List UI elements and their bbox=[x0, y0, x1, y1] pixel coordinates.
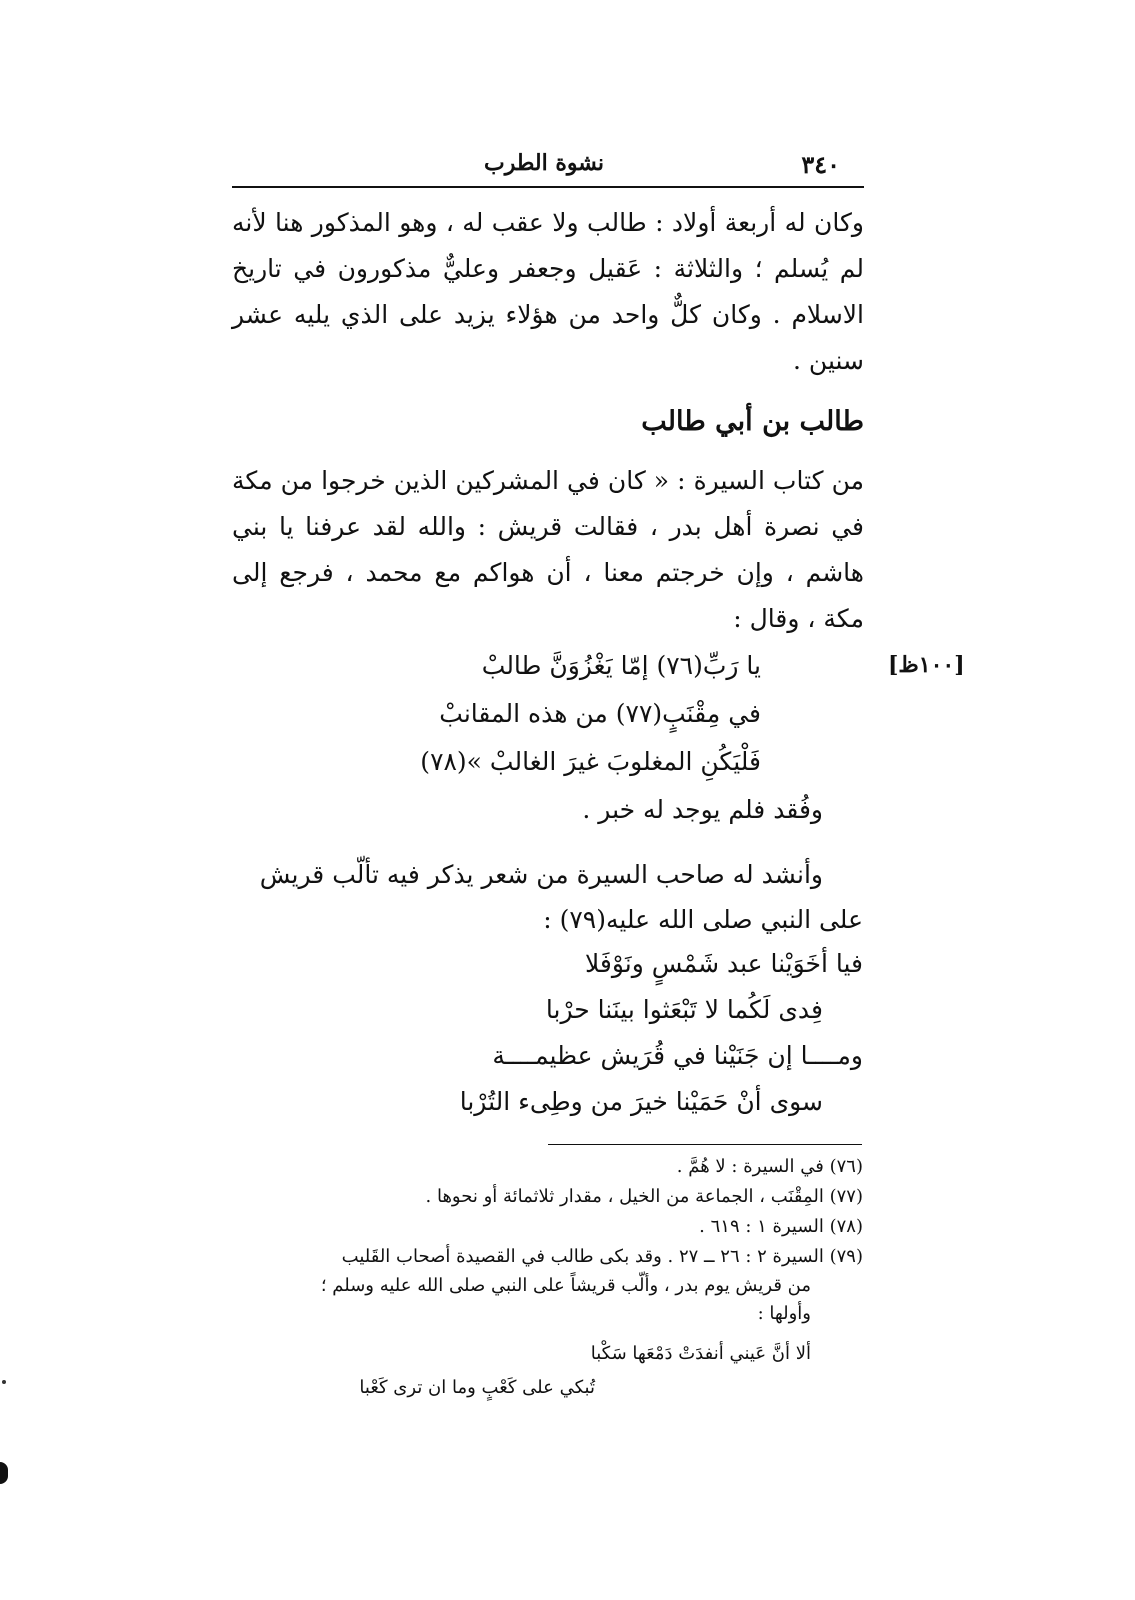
footnote-79-continuation: من قريش يوم بدر ، وألّب قريشاً على النبي صلى الله عليه وسلم ؛ bbox=[320, 1275, 811, 1296]
paragraph-sons-of-abu-talib: وكان له أربعة أولاد : طالب ولا عقب له ، وهو المذكور هنا لأنه لم يُسلم ؛ والثلاثة : عَقيل وجعفر وعليٌّ مذكورون في تاريخ الاسلام . وكان كلٌّ واحد من هؤلاء يزيد على الذي يليه عشر سنين . bbox=[232, 208, 864, 375]
poem-verse: يا رَبِّ(٧٦) إمّا يَغْزُوَنَّ طالبْ bbox=[481, 651, 761, 680]
paragraph-poem-intro-line2: على النبي صلى الله عليه(٧٩) : bbox=[543, 905, 863, 934]
page-number: ٣٤٠ bbox=[801, 150, 840, 179]
scan-edge-mark bbox=[0, 1462, 8, 1484]
footnote-separator bbox=[548, 1144, 862, 1145]
poem-verse: سوى أنْ حَمَيْنا خيرَ من وطِىء التُرْبا bbox=[459, 1087, 823, 1116]
footnote-79: (٧٩) السيرة ٢ : ٢٦ ــ ٢٧ . وقد بكى طالب في القصيدة أصحاب القَليب bbox=[341, 1246, 863, 1267]
section-heading: طالب بن أبي طالب bbox=[641, 406, 864, 437]
footnote-79-verse: تُبكي على كَعْبٍ وما ان ترى كَعْبا bbox=[359, 1377, 595, 1398]
footnote-76: (٧٦) في السيرة : لا هُمَّ . bbox=[676, 1156, 863, 1177]
paragraph-sira-quote: من كتاب السيرة : « كان في المشركين الذين خرجوا من مكة في نصرة أهل بدر ، فقالت قريش : والله لقد عرفنا يا بني هاشم ، وإن خرجتم معنا ، أن هواكم مع محمد ، فرجع إلى مكة ، وقال : bbox=[232, 466, 864, 633]
scan-speck bbox=[2, 1380, 6, 1384]
poem-verse: فَلْيَكُنِ المغلوبَ غيرَ الغالبْ »(٧٨) bbox=[420, 747, 761, 776]
paragraph-poem-intro-line1: وأنشد له صاحب السيرة من شعر يذكر فيه تألّب قريش bbox=[259, 860, 823, 889]
poem-verse: فِدى لَكُما لا تَبْعَثوا بينَنا حرْبا bbox=[545, 995, 823, 1024]
page-header bbox=[232, 148, 864, 188]
footnote-77: (٧٧) المِقْنَب ، الجماعة من الخيل ، مقدار ثلاثمائة أو نحوها . bbox=[425, 1186, 863, 1207]
poem-verse: فيا أخَوَيْنا عبد شَمْسٍ ونَوْفَلا bbox=[584, 949, 863, 978]
footnote-78: (٧٨) السيرة ١ : ٦١٩ . bbox=[699, 1216, 863, 1237]
manuscript-folio-marker: [١٠٠ظ] bbox=[888, 652, 965, 678]
running-title: نشوة الطرب bbox=[483, 150, 604, 176]
poem-verse: ومــــا إن جَنَيْنا في قُرَيش عظيمــــة bbox=[492, 1041, 863, 1070]
poem-verse: في مِقْنَبٍ(٧٧) من هذه المقانبْ bbox=[439, 699, 761, 728]
lost-note-line: وفُقد فلم يوجد له خبر . bbox=[582, 795, 823, 824]
footnote-79-continuation: وأولها : bbox=[757, 1303, 811, 1324]
footnote-79-verse: ألا أنَّ عَيني أنفدَتْ دَمْعَها سَكْبا bbox=[590, 1343, 811, 1364]
